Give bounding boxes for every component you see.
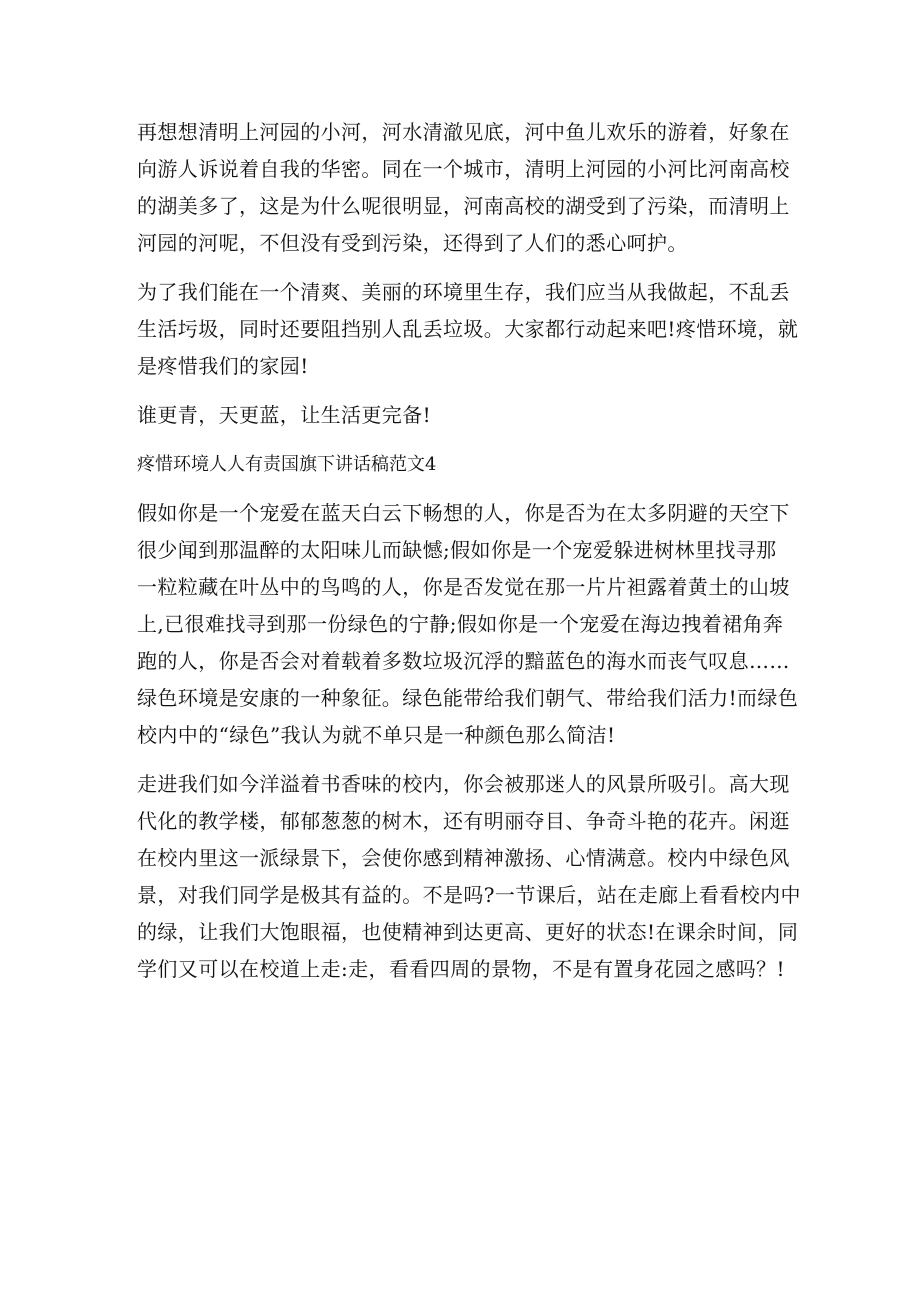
paragraph xyxy=(137,397,787,434)
section-heading xyxy=(137,446,787,483)
text-line: 走进我们如今洋溢着书香味的校内，你会被那迷人的风景所吸引。高大现 xyxy=(137,772,790,796)
heading-text: 疼惜环境人人有责国旗下讲话稿范文4 xyxy=(137,454,437,475)
paragraph xyxy=(137,495,799,754)
text-line: 上,已很难找寻到那一份绿色的宁静;假如你是一个宠爱在海边拽着裙角奔 xyxy=(137,612,784,636)
text-line: 学们又可以在校道上走:走，看看四周的景物，不是有置身花园之感吗？! xyxy=(137,957,785,981)
text-line: 为了我们能在一个清爽、美丽的环境里生存，我们应当从我做起，不乱丢 xyxy=(137,280,790,304)
text-line: 校内中的“绿色”我认为就不单只是一种颜色那么简洁! xyxy=(137,723,616,747)
paragraph xyxy=(137,274,799,385)
text-line: 假如你是一个宠爱在蓝天白云下畅想的人，你是否为在太多阴避的天空下 xyxy=(137,501,790,525)
text-line: 绿色环境是安康的一种象征。绿色能带给我们朝气、带给我们活力!而绿色 xyxy=(137,686,799,710)
text-line: 生活圬圾，同时还要阻挡别人乱丢垃圾。大家都行动起来吧!疼惜环境，就 xyxy=(137,317,799,341)
text-line: 跑的人，你是否会对着载着多数垃圾沉浮的黯蓝色的海水而丧气叹息…… xyxy=(137,649,790,673)
text-line: 很少闻到那温醉的太阳味儿而缺憾;假如你是一个宠爱躲进树林里找寻那 xyxy=(137,538,777,562)
text-line: 向游人诉说着自我的华密。同在一个城市，清明上河园的小河比河南高校 xyxy=(137,157,790,181)
text-line: 谁更青，天更蓝，让生活更完备! xyxy=(137,403,432,427)
text-line: 再想想清明上河园的小河，河水清澈见底，河中鱼儿欢乐的游着，好象在 xyxy=(137,120,790,144)
text-line: 代化的教学楼，郁郁葱葱的树木，还有明丽夺目、争奇斗艳的花卉。闲逛 xyxy=(137,809,790,833)
text-line: 的绿，让我们大饱眼福，也使精神到达更高、更好的状态!在课余时间，同 xyxy=(137,920,799,944)
text-line: 河园的河呢，不但没有受到污染，还得到了人们的悉心呵护。 xyxy=(137,231,688,255)
document-body xyxy=(137,114,801,988)
paragraph xyxy=(137,114,790,262)
paragraph xyxy=(137,766,801,988)
text-line: 的湖美多了，这是为什么呢很明显，河南高校的湖受到了污染，而清明上 xyxy=(137,194,790,218)
text-line: 在校内里这一派绿景下，会使你感到精神激扬、心情满意。校内中绿色风 xyxy=(137,846,790,870)
text-line: 景，对我们同学是极其有益的。不是吗?一节课后，站在走廊上看看校内中 xyxy=(137,883,801,907)
text-line: 一粒粒藏在叶丛中的鸟鸣的人，你是否发觉在那一片片袒露着黄土的山坡 xyxy=(137,575,790,599)
text-line: 是疼惜我们的家园! xyxy=(137,354,309,378)
